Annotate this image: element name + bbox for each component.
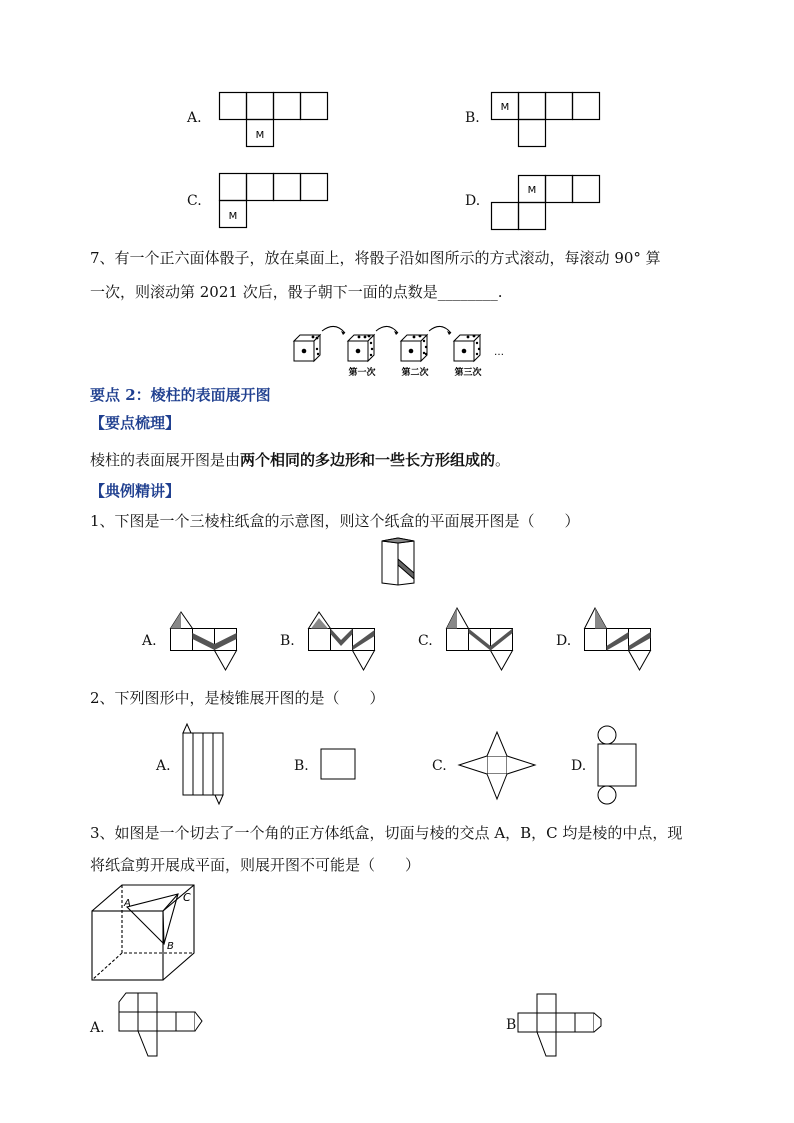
ex1-option-d-label: D.: [556, 633, 572, 649]
ex3-option-a-net: [118, 990, 204, 1060]
ex3-text-line2: 将纸盒剪开展成平面，则展开图不可能是（ ）: [90, 856, 421, 874]
die-step-2: [401, 335, 427, 361]
examples-heading: 【典例精讲】: [90, 482, 181, 500]
ex2-question: 2、下列图形中，是棱锥展开图的是（ ）: [90, 689, 385, 707]
ex2-option-d-net: [596, 724, 640, 806]
prism-box-figure: [378, 537, 418, 589]
ex1-option-c-net: [446, 606, 516, 674]
summary-sentence: [90, 450, 510, 470]
q6-option-c-label: C.: [187, 193, 202, 209]
summary-plain: 棱柱的表面展开图是由: [90, 451, 241, 469]
q7-text-line1: 7、有一个正六面体骰子，放在桌面上，将骰子沿如图所示的方式滚动，每滚动 90° 算: [90, 249, 661, 267]
q7-text-line2: 一次，则滚动第 2021 次后，骰子朝下一面的点数是________.: [90, 283, 503, 301]
ex2-option-a-label: A.: [156, 758, 171, 774]
m-mark: M: [500, 102, 510, 113]
m-mark: M: [228, 211, 238, 222]
ex2-option-c-label: C.: [432, 758, 447, 774]
die-start: [294, 335, 320, 361]
ex3-option-b-label: B: [506, 1017, 517, 1033]
point-c-label: C: [183, 891, 191, 904]
ex2-option-b-label: B.: [294, 758, 309, 774]
ex3-option-a-label: A.: [90, 1020, 105, 1036]
summary-bold: 两个相同的多边形和一些长方形组成的: [240, 451, 496, 469]
ex1-option-b-label: B.: [280, 633, 295, 649]
ex2-option-d-label: D.: [571, 758, 587, 774]
q6-option-b-net: [491, 92, 603, 150]
summary-end: 。: [495, 451, 511, 469]
cut-cube-figure: [90, 884, 210, 984]
ex2-option-c-net: [458, 731, 538, 801]
section-title: 要点 2：棱柱的表面展开图: [90, 386, 271, 404]
q6-option-a-label: A.: [187, 110, 202, 126]
ex1-question: 1、下图是一个三棱柱纸盒的示意图，则这个纸盒的平面展开图是（ ）: [90, 512, 580, 530]
ex1-option-a-label: A.: [142, 633, 157, 649]
summary-heading: 【要点梳理】: [90, 414, 181, 432]
ex3-option-b-net: [517, 992, 605, 1060]
point-a-label: A: [124, 898, 131, 909]
q6-option-d-label: D.: [465, 193, 481, 209]
q6-option-d-net: [491, 175, 603, 233]
ex2-option-b-net: [320, 748, 358, 782]
q6-option-a-net: [219, 92, 331, 150]
point-b-label: B: [167, 941, 174, 952]
ex1-option-b-net: [308, 608, 378, 674]
ex2-option-a-net: [182, 722, 228, 808]
ex3-text-line1: 3、如图是一个切去了一个角的正方体纸盒，切面与棱的交点 A，B，C 均是棱的中点，现: [90, 824, 683, 842]
dice-ellipsis: …: [494, 347, 504, 358]
dice-step-label-3: 第三次: [454, 368, 482, 378]
dice-roll-figure: [290, 323, 510, 383]
m-mark: M: [255, 130, 265, 141]
dice-step-label-2: 第二次: [401, 368, 429, 378]
m-mark: M: [527, 185, 537, 196]
ex1-option-a-net: [170, 608, 240, 674]
q6-option-c-net: [219, 173, 331, 231]
ex1-option-c-label: C.: [418, 633, 433, 649]
ex1-option-d-net: [584, 606, 654, 674]
die-step-1: [348, 335, 374, 361]
dice-step-label-1: 第一次: [348, 368, 376, 378]
q6-option-b-label: B.: [465, 110, 480, 126]
die-step-3: [454, 335, 480, 361]
